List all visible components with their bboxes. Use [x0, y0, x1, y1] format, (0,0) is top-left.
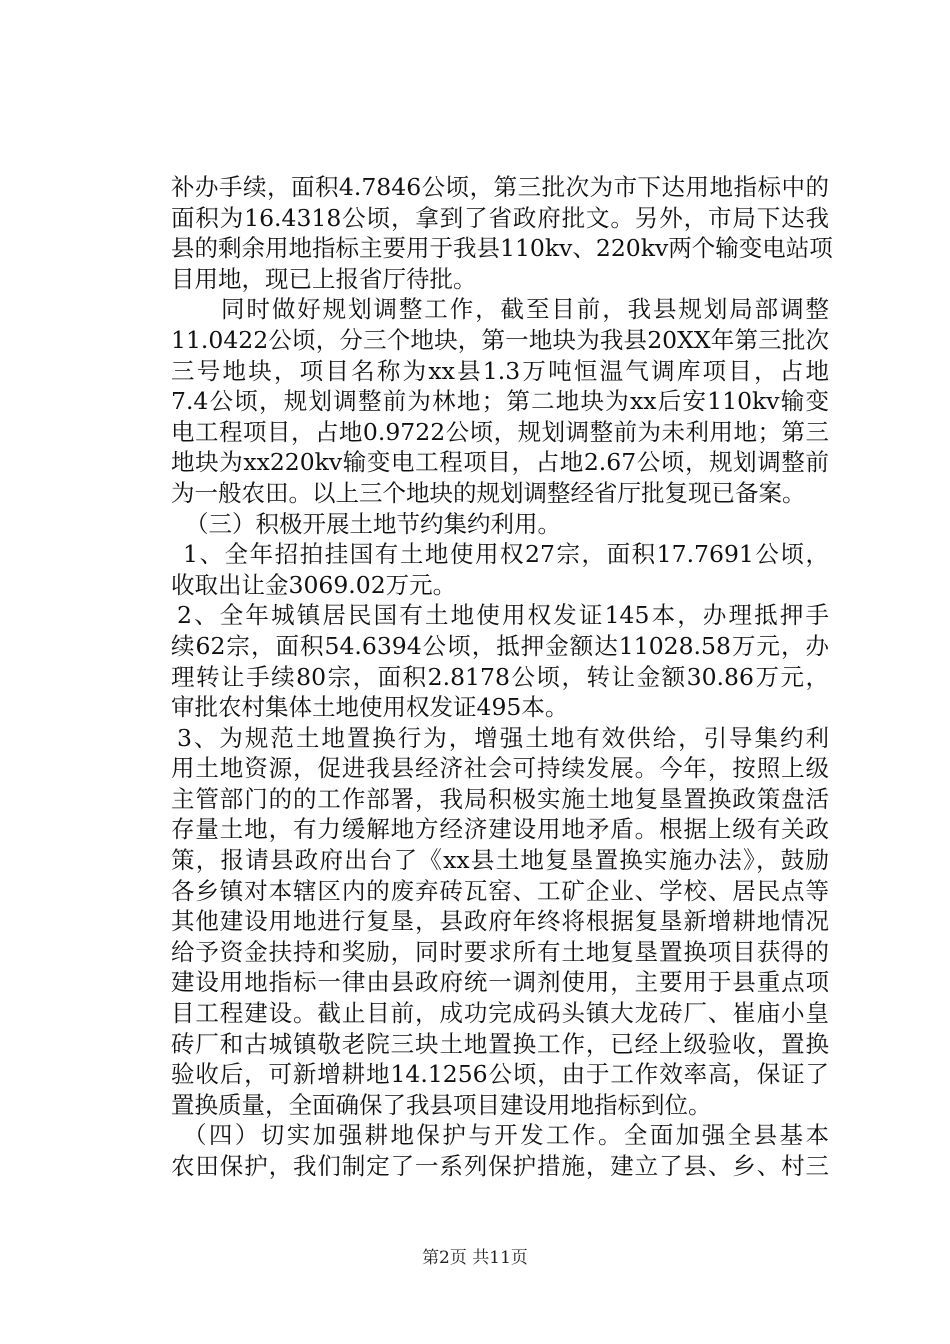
- text-line: 给予资金扶持和奖励，同时要求所有土地复垦置换项目获得的: [171, 937, 829, 966]
- text-line: 主管部门的的工作部署，我局积极实施土地复垦置换政策盘活: [171, 784, 829, 813]
- text-line: 建设用地指标一律由县政府统一调剂使用，主要用于县重点项: [171, 968, 829, 997]
- text-line: 3、为规范土地置换行为，增强土地有效供给，引导集约利: [177, 723, 829, 752]
- text-line: 砖厂和古城镇敬老院三块土地置换工作，已经上级验收，置换: [171, 1029, 829, 1058]
- text-line: 农田保护，我们制定了一系列保护措施，建立了县、乡、村三: [171, 1152, 829, 1180]
- page-footer: 第2页 共11页: [422, 1248, 528, 1268]
- text-line: 存量土地，有力缓解地方经济建设用地矛盾。根据上级有关政: [171, 815, 829, 844]
- text-line: 目工程建设。截止目前，成功完成码头镇大龙砖厂、崔庙小皇: [171, 999, 829, 1028]
- text-line: 用土地资源，促进我县经济社会可持续发展。今年，按照上级: [171, 754, 829, 783]
- text-line: 为一般农田。以上三个地块的规划调整经省厅批复现已备案。: [171, 478, 806, 507]
- text-line: 1、全年招拍挂国有土地使用权27宗，面积17.7691公顷，: [183, 540, 829, 569]
- text-line: 理转让手续80宗，面积2.8178公顷，转让金额30.86万元，: [171, 662, 829, 691]
- text-line: 地块为xx220kv输变电工程项目，占地2.67公顷，规划调整前: [171, 448, 829, 477]
- text-line: 其他建设用地进行复垦，县政府年终将根据复垦新增耕地情况: [171, 907, 829, 936]
- text-line: 三号地块，项目名称为xx县1.3万吨恒温气调库项目，占地: [171, 356, 829, 385]
- text-line: 续62宗，面积54.6394公顷，抵押金额达11028.58万元，办: [171, 631, 829, 660]
- text-line: 验收后，可新增耕地14.1256公顷，由于工作效率高，保证了: [171, 1060, 829, 1089]
- text-line: 县的剩余用地指标主要用于我县110kv、220kv两个输变电站项: [171, 234, 833, 263]
- text-line: 目用地，现已上报省厅待批。: [171, 264, 477, 293]
- text-line: 11.0422公顷，分三个地块，第一地块为我县20XX年第三批次: [171, 325, 829, 354]
- text-line: 面积为16.4318公顷，拿到了省政府批文。另外，市局下达我: [171, 203, 829, 232]
- document-body: [171, 172, 833, 1182]
- text-line: 补办手续，面积4.7846公顷，第三批次为市下达用地指标中的: [171, 173, 829, 201]
- text-line: 置换质量，全面确保了我县项目建设用地指标到位。: [171, 1090, 712, 1119]
- text-line: 审批农村集体土地使用权发证495本。: [171, 693, 569, 722]
- text-line: （三）积极开展土地节约集约利用。: [185, 509, 561, 538]
- text-line: 7.4公顷，规划调整前为林地；第二地块为xx后安110kv输变: [171, 387, 829, 416]
- text-line: 电工程项目，占地0.9722公顷，规划调整前为未利用地；第三: [171, 417, 829, 446]
- text-line: （四）切实加强耕地保护与开发工作。全面加强全县基本: [183, 1121, 829, 1150]
- text-line: 策，报请县政府出台了《xx县土地复垦置换实施办法》，鼓励: [171, 846, 829, 875]
- text-line: 各乡镇对本辖区内的废弃砖瓦窑、工矿企业、学校、居民点等: [171, 876, 829, 905]
- text-line: 2、全年城镇居民国有土地使用权发证145本，办理抵押手: [177, 601, 829, 630]
- text-line: 收取出让金3069.02万元。: [171, 570, 457, 599]
- text-line: 同时做好规划调整工作，截至目前，我县规划局部调整: [221, 295, 829, 324]
